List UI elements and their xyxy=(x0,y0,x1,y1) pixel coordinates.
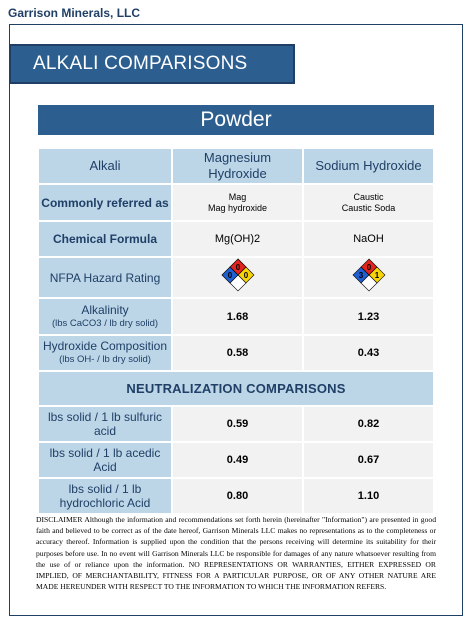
disclaimer-text: DISCLAIMER Although the information and recommendations set forth herein (hereinafter "Information") are presented in good faith and believed to be correct as of the date hereof, Garrison Minerals LLC makes no representations as to the completeness or accuracy thereof. Information is supplied upon the condition that the persons receiving will determine its suitability for their purposes before use. In no event will Garrison Minerals LLC be responsible for damages of any nature whatsoever resulting from the use of or reliance upon the information. NO REPRESENTATIONS OR WARRANTIES, EITHER EXPRESSED OR IMPLIED, OF MERCHANTABILITY, FITNESS FOR A PARTICULAR PURPOSE, OR OF ANY OTHER NATURE ARE MADE HEREUNDER WITH RESPECT TO THE INFORMATION TO WHICH THE INFORMATION REFERS. xyxy=(36,515,436,592)
nfpa-reactivity: 0 xyxy=(243,271,248,280)
cell-sulfuric-mg: 0.59 xyxy=(173,407,302,441)
neutralization-title: NEUTRALIZATION COMPARISONS xyxy=(39,372,433,405)
cell-hydroxide-mg: 0.58 xyxy=(173,336,302,370)
table-row xyxy=(39,479,433,513)
column-header-na: Sodium Hydroxide xyxy=(304,149,433,183)
table-row xyxy=(39,336,433,370)
table-row xyxy=(39,299,433,334)
row-label-alkalinity xyxy=(39,299,171,334)
cell-common-na xyxy=(304,185,433,220)
nfpa-health: 0 xyxy=(227,271,232,280)
neutralization-header-row xyxy=(39,372,433,405)
row-label-sulfuric: lbs solid / 1 lb sulfuric acid xyxy=(39,407,171,441)
row-label-subtext: (lbs OH- / lb dry solid) xyxy=(59,354,151,365)
table-header-row xyxy=(39,149,433,183)
cell-text: Caustic xyxy=(353,191,384,202)
row-label-subtext: (lbs CaCO3 / lb dry solid) xyxy=(51,317,159,329)
row-label-hydroxide xyxy=(39,336,171,370)
cell-hydroxide-na: 0.43 xyxy=(304,336,433,370)
table-row xyxy=(39,258,433,297)
section-title: Powder xyxy=(38,105,434,135)
page-title: ALKALI COMPARISONS xyxy=(9,44,295,84)
cell-hydrochloric-mg: 0.80 xyxy=(173,479,302,513)
cell-nfpa-na xyxy=(304,258,433,297)
column-header-mg: Magnesium Hydroxide xyxy=(173,149,302,183)
row-label-formula: Chemical Formula xyxy=(39,222,171,256)
corner-label: Alkali xyxy=(39,149,171,183)
row-label-text: Alkalinity xyxy=(81,302,129,317)
alkali-comparison-table xyxy=(37,147,435,515)
cell-acedic-mg: 0.49 xyxy=(173,443,302,477)
cell-alkalinity-na: 1.23 xyxy=(304,299,433,334)
row-label-nfpa: NFPA Hazard Rating xyxy=(39,258,171,297)
nfpa-health: 3 xyxy=(358,271,363,280)
cell-alkalinity-mg: 1.68 xyxy=(173,299,302,334)
nfpa-diamond-icon xyxy=(352,258,386,292)
table-row xyxy=(39,222,433,256)
nfpa-diamond-icon xyxy=(221,258,255,292)
company-name: Garrison Minerals, LLC xyxy=(8,6,141,20)
cell-formula-na: NaOH xyxy=(304,222,433,256)
row-label-hydrochloric: lbs solid / 1 lb hydrochloric Acid xyxy=(39,479,171,513)
cell-acedic-na: 0.67 xyxy=(304,443,433,477)
nfpa-flammability: 0 xyxy=(366,263,371,272)
cell-formula-mg: Mg(OH)2 xyxy=(173,222,302,256)
cell-nfpa-mg xyxy=(173,258,302,297)
row-label-acedic: lbs solid / 1 lb acedic Acid xyxy=(39,443,171,477)
table-row xyxy=(39,443,433,477)
row-label-common: Commonly referred as xyxy=(39,185,171,220)
table-row xyxy=(39,407,433,441)
nfpa-reactivity: 1 xyxy=(374,271,379,280)
table-row xyxy=(39,185,433,220)
cell-text: Mag xyxy=(228,191,247,202)
cell-hydrochloric-na: 1.10 xyxy=(304,479,433,513)
cell-text: Mag hydroxide xyxy=(207,202,268,213)
nfpa-flammability: 0 xyxy=(235,263,240,272)
cell-common-mg xyxy=(173,185,302,220)
cell-sulfuric-na: 0.82 xyxy=(304,407,433,441)
cell-text: Caustic Soda xyxy=(341,202,396,213)
row-label-text: Hydroxide Composition xyxy=(42,339,168,353)
